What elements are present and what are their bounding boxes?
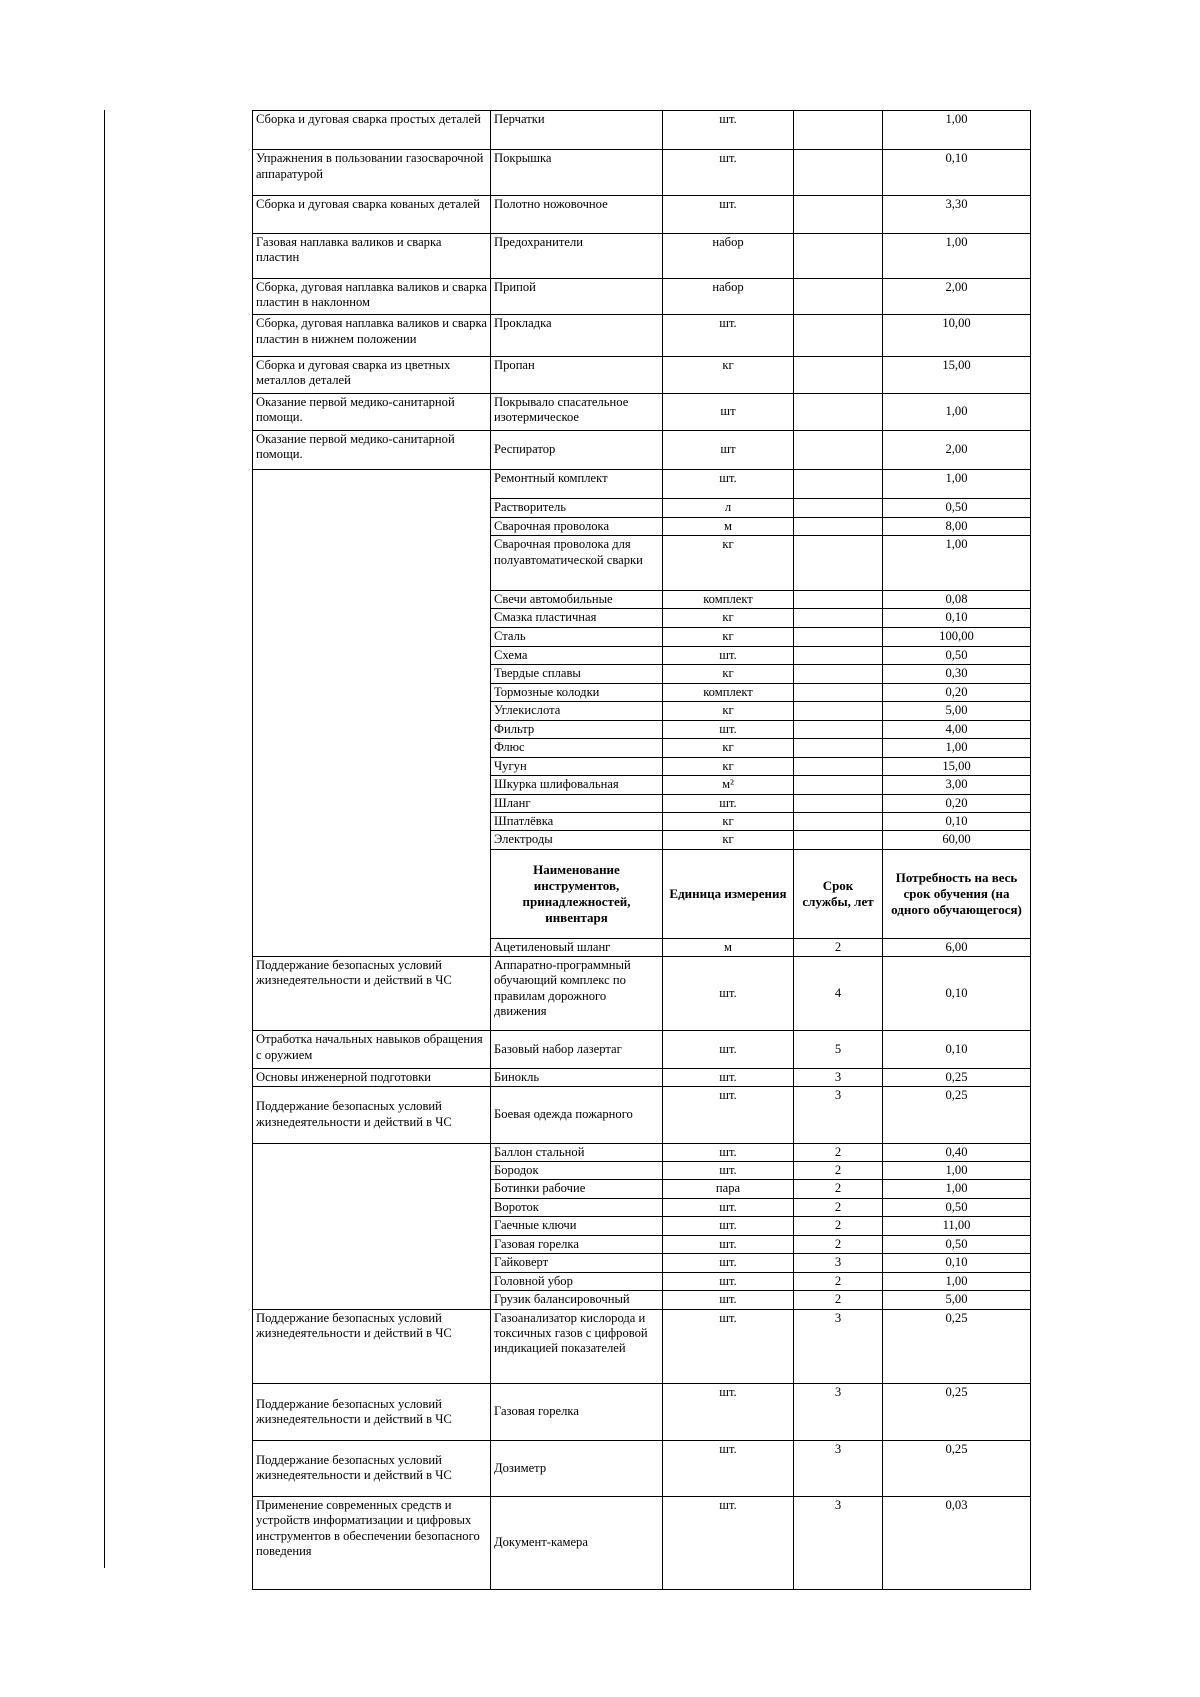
life-cell: 3 bbox=[794, 1309, 883, 1383]
activity-cell: Упражнения в пользовании газосварочной аппаратурой bbox=[253, 150, 491, 195]
life-cell bbox=[794, 499, 883, 517]
item-cell: Флюс bbox=[491, 739, 663, 757]
unit-cell: кг bbox=[663, 831, 794, 849]
unit-cell: шт. bbox=[663, 1068, 794, 1086]
table-row bbox=[253, 1496, 1031, 1589]
item-cell: Бинокль bbox=[491, 1068, 663, 1086]
unit-cell: шт. bbox=[663, 1496, 794, 1589]
unit-cell: кг bbox=[663, 757, 794, 775]
item-cell: Газовая горелка bbox=[491, 1235, 663, 1253]
equipment-table bbox=[252, 110, 1031, 1590]
item-cell: Свечи автомобильные bbox=[491, 590, 663, 608]
unit-cell: л bbox=[663, 499, 794, 517]
table-row bbox=[253, 431, 1031, 470]
activity-cell: Сборка, дуговая наплавка валиков и сварка пластин в нижнем положении bbox=[253, 315, 491, 356]
item-cell: Пропан bbox=[491, 356, 663, 393]
header-unit: Единица измерения bbox=[663, 849, 794, 938]
qty-cell: 0,30 bbox=[883, 665, 1031, 683]
unit-cell: кг bbox=[663, 702, 794, 720]
item-cell: Баллон стальной bbox=[491, 1143, 663, 1161]
item-cell: Сталь bbox=[491, 627, 663, 646]
unit-cell: комплект bbox=[663, 683, 794, 701]
life-cell: 3 bbox=[794, 1254, 883, 1272]
qty-cell: 3,30 bbox=[883, 195, 1031, 233]
unit-cell: кг bbox=[663, 813, 794, 831]
life-cell bbox=[794, 813, 883, 831]
life-cell: 4 bbox=[794, 956, 883, 1030]
item-cell: Боевая одежда пожарного bbox=[491, 1087, 663, 1143]
life-cell bbox=[794, 776, 883, 794]
unit-cell: кг bbox=[663, 627, 794, 646]
unit-cell: кг bbox=[663, 356, 794, 393]
table-row bbox=[253, 233, 1031, 278]
table-row bbox=[253, 1440, 1031, 1496]
life-cell: 2 bbox=[794, 938, 883, 956]
item-cell: Чугун bbox=[491, 757, 663, 775]
activity-cell: Поддержание безопасных условий жизнедеятельности и действий в ЧС bbox=[253, 1440, 491, 1496]
life-cell: 3 bbox=[794, 1384, 883, 1440]
life-cell: 2 bbox=[794, 1162, 883, 1180]
item-cell: Фильтр bbox=[491, 720, 663, 738]
life-cell bbox=[794, 609, 883, 627]
qty-cell: 8,00 bbox=[883, 517, 1031, 535]
life-cell bbox=[794, 757, 883, 775]
unit-cell: шт. bbox=[663, 646, 794, 664]
header-qty: Потребность на весь срок обучения (на одного обучающегося) bbox=[883, 849, 1031, 938]
life-cell bbox=[794, 536, 883, 590]
unit-cell: шт. bbox=[663, 1384, 794, 1440]
header-life: Срок службы, лет bbox=[794, 849, 883, 938]
activity-cell: Оказание первой медико-санитарной помощи. bbox=[253, 393, 491, 430]
activity-cell: Отработка начальных навыков обращения с оружием bbox=[253, 1031, 491, 1068]
life-cell bbox=[794, 590, 883, 608]
activity-cell: Оказание первой медико-санитарной помощи. bbox=[253, 431, 491, 470]
table-row bbox=[253, 1068, 1031, 1086]
unit-cell: шт. bbox=[663, 1143, 794, 1161]
life-cell bbox=[794, 646, 883, 664]
unit-cell: м² bbox=[663, 776, 794, 794]
unit-cell: шт bbox=[663, 431, 794, 470]
life-cell: 3 bbox=[794, 1496, 883, 1589]
qty-cell: 0,10 bbox=[883, 813, 1031, 831]
life-cell bbox=[794, 683, 883, 701]
table-row bbox=[253, 470, 1031, 499]
life-cell bbox=[794, 627, 883, 646]
unit-cell: шт. bbox=[663, 1254, 794, 1272]
unit-cell: шт. bbox=[663, 720, 794, 738]
qty-cell: 0,50 bbox=[883, 646, 1031, 664]
unit-cell: пара bbox=[663, 1180, 794, 1198]
life-cell bbox=[794, 356, 883, 393]
item-cell: Шкурка шлифовальная bbox=[491, 776, 663, 794]
life-cell bbox=[794, 233, 883, 278]
header-item: Наименование инструментов, принадлежностей, инвентаря bbox=[491, 849, 663, 938]
qty-cell: 60,00 bbox=[883, 831, 1031, 849]
qty-cell: 6,00 bbox=[883, 938, 1031, 956]
unit-cell: шт. bbox=[663, 470, 794, 499]
life-cell bbox=[794, 517, 883, 535]
unit-cell: шт. bbox=[663, 1440, 794, 1496]
item-cell: Ремонтный комплект bbox=[491, 470, 663, 499]
qty-cell: 1,00 bbox=[883, 233, 1031, 278]
unit-cell: шт. bbox=[663, 1309, 794, 1383]
item-cell: Дозиметр bbox=[491, 1440, 663, 1496]
qty-cell: 0,25 bbox=[883, 1068, 1031, 1086]
item-cell: Сварочная проволока bbox=[491, 517, 663, 535]
item-cell: Прокладка bbox=[491, 315, 663, 356]
life-cell: 2 bbox=[794, 1143, 883, 1161]
item-cell: Углекислота bbox=[491, 702, 663, 720]
life-cell bbox=[794, 150, 883, 195]
item-cell: Сварочная проволока для полуавтоматической сварки bbox=[491, 536, 663, 590]
unit-cell: м bbox=[663, 938, 794, 956]
qty-cell: 0,08 bbox=[883, 590, 1031, 608]
qty-cell: 0,10 bbox=[883, 1031, 1031, 1068]
life-cell bbox=[794, 739, 883, 757]
table-row bbox=[253, 1143, 1031, 1161]
life-cell: 2 bbox=[794, 1198, 883, 1216]
activity-cell: Основы инженерной подготовки bbox=[253, 1068, 491, 1086]
unit-cell: комплект bbox=[663, 590, 794, 608]
qty-cell: 10,00 bbox=[883, 315, 1031, 356]
item-cell: Аппаратно-программный обучающий комплекс по правилам дорожного движения bbox=[491, 956, 663, 1030]
unit-cell: кг bbox=[663, 665, 794, 683]
item-cell: Тормозные колодки bbox=[491, 683, 663, 701]
qty-cell: 1,00 bbox=[883, 1272, 1031, 1290]
life-cell: 2 bbox=[794, 1180, 883, 1198]
item-cell: Предохранители bbox=[491, 233, 663, 278]
life-cell: 5 bbox=[794, 1031, 883, 1068]
item-cell: Грузик балансировочный bbox=[491, 1291, 663, 1309]
activity-cell: Сборка и дуговая сварка простых деталей bbox=[253, 111, 491, 150]
unit-cell: шт. bbox=[663, 195, 794, 233]
item-cell: Гаечные ключи bbox=[491, 1217, 663, 1235]
page-margin-line bbox=[104, 110, 105, 1568]
qty-cell: 0,20 bbox=[883, 794, 1031, 812]
activity-cell: Поддержание безопасных условий жизнедеятельности и действий в ЧС bbox=[253, 1384, 491, 1440]
qty-cell: 0,50 bbox=[883, 499, 1031, 517]
qty-cell: 0,40 bbox=[883, 1143, 1031, 1161]
qty-cell: 5,00 bbox=[883, 1291, 1031, 1309]
item-cell: Перчатки bbox=[491, 111, 663, 150]
unit-cell: шт. bbox=[663, 1291, 794, 1309]
table-row bbox=[253, 1384, 1031, 1440]
item-cell: Документ-камера bbox=[491, 1496, 663, 1589]
activity-cell: Поддержание безопасных условий жизнедеятельности и действий в ЧС bbox=[253, 1087, 491, 1143]
life-cell bbox=[794, 111, 883, 150]
item-cell: Вороток bbox=[491, 1198, 663, 1216]
table-row bbox=[253, 315, 1031, 356]
qty-cell: 1,00 bbox=[883, 111, 1031, 150]
unit-cell: набор bbox=[663, 233, 794, 278]
unit-cell: шт. bbox=[663, 1198, 794, 1216]
qty-cell: 0,03 bbox=[883, 1496, 1031, 1589]
qty-cell: 0,10 bbox=[883, 956, 1031, 1030]
unit-cell: шт bbox=[663, 393, 794, 430]
item-cell: Бородок bbox=[491, 1162, 663, 1180]
life-cell bbox=[794, 702, 883, 720]
unit-cell: набор bbox=[663, 279, 794, 315]
item-cell: Шланг bbox=[491, 794, 663, 812]
table-row bbox=[253, 356, 1031, 393]
life-cell bbox=[794, 794, 883, 812]
life-cell bbox=[794, 720, 883, 738]
activity-cell: Поддержание безопасных условий жизнедеятельности и действий в ЧС bbox=[253, 956, 491, 1030]
item-cell: Газоанализатор кислорода и токсичных газов с цифровой индикацией показателей bbox=[491, 1309, 663, 1383]
table-row bbox=[253, 195, 1031, 233]
table-row bbox=[253, 393, 1031, 430]
unit-cell: шт. bbox=[663, 1235, 794, 1253]
qty-cell: 2,00 bbox=[883, 279, 1031, 315]
qty-cell: 15,00 bbox=[883, 757, 1031, 775]
life-cell bbox=[794, 279, 883, 315]
qty-cell: 1,00 bbox=[883, 470, 1031, 499]
item-cell: Ацетиленовый шланг bbox=[491, 938, 663, 956]
unit-cell: шт. bbox=[663, 1031, 794, 1068]
item-cell: Электроды bbox=[491, 831, 663, 849]
item-cell: Шпатлёвка bbox=[491, 813, 663, 831]
table-row bbox=[253, 1031, 1031, 1068]
item-cell: Смазка пластичная bbox=[491, 609, 663, 627]
unit-cell: кг bbox=[663, 739, 794, 757]
unit-cell: м bbox=[663, 517, 794, 535]
table-row bbox=[253, 1087, 1031, 1143]
activity-cell: Применение современных средств и устройств информатизации и цифровых инструментов в обеспечении безопасного поведения bbox=[253, 1496, 491, 1589]
table-row bbox=[253, 111, 1031, 150]
table-row bbox=[253, 150, 1031, 195]
life-cell bbox=[794, 195, 883, 233]
qty-cell: 1,00 bbox=[883, 536, 1031, 590]
qty-cell: 0,25 bbox=[883, 1384, 1031, 1440]
life-cell bbox=[794, 431, 883, 470]
activity-cell: Сборка и дуговая сварка кованых деталей bbox=[253, 195, 491, 233]
unit-cell: шт. bbox=[663, 111, 794, 150]
life-cell bbox=[794, 831, 883, 849]
item-cell: Базовый набор лазертаг bbox=[491, 1031, 663, 1068]
qty-cell: 100,00 bbox=[883, 627, 1031, 646]
life-cell bbox=[794, 393, 883, 430]
qty-cell: 15,00 bbox=[883, 356, 1031, 393]
life-cell: 2 bbox=[794, 1291, 883, 1309]
qty-cell: 0,20 bbox=[883, 683, 1031, 701]
item-cell: Ботинки рабочие bbox=[491, 1180, 663, 1198]
life-cell bbox=[794, 665, 883, 683]
life-cell bbox=[794, 470, 883, 499]
item-cell: Твердые сплавы bbox=[491, 665, 663, 683]
life-cell: 3 bbox=[794, 1068, 883, 1086]
unit-cell: шт. bbox=[663, 1217, 794, 1235]
activity-cell-empty bbox=[253, 1143, 491, 1309]
qty-cell: 0,25 bbox=[883, 1087, 1031, 1143]
item-cell: Респиратор bbox=[491, 431, 663, 470]
activity-cell: Газовая наплавка валиков и сварка пластин bbox=[253, 233, 491, 278]
item-cell: Головной убор bbox=[491, 1272, 663, 1290]
unit-cell: шт. bbox=[663, 956, 794, 1030]
qty-cell: 1,00 bbox=[883, 739, 1031, 757]
unit-cell: шт. bbox=[663, 315, 794, 356]
qty-cell: 2,00 bbox=[883, 431, 1031, 470]
item-cell: Покрышка bbox=[491, 150, 663, 195]
unit-cell: шт. bbox=[663, 150, 794, 195]
item-cell: Покрывало спасательное изотермическое bbox=[491, 393, 663, 430]
item-cell: Гайковерт bbox=[491, 1254, 663, 1272]
life-cell: 2 bbox=[794, 1272, 883, 1290]
qty-cell: 0,50 bbox=[883, 1235, 1031, 1253]
unit-cell: шт. bbox=[663, 1087, 794, 1143]
life-cell: 2 bbox=[794, 1235, 883, 1253]
life-cell: 3 bbox=[794, 1440, 883, 1496]
unit-cell: шт. bbox=[663, 1272, 794, 1290]
qty-cell: 1,00 bbox=[883, 1180, 1031, 1198]
qty-cell: 0,10 bbox=[883, 1254, 1031, 1272]
unit-cell: шт. bbox=[663, 794, 794, 812]
table-row bbox=[253, 1309, 1031, 1383]
qty-cell: 0,25 bbox=[883, 1309, 1031, 1383]
activity-cell: Поддержание безопасных условий жизнедеятельности и действий в ЧС bbox=[253, 1309, 491, 1383]
qty-cell: 0,50 bbox=[883, 1198, 1031, 1216]
item-cell: Полотно ножовочное bbox=[491, 195, 663, 233]
table-row bbox=[253, 279, 1031, 315]
qty-cell: 3,00 bbox=[883, 776, 1031, 794]
qty-cell: 1,00 bbox=[883, 393, 1031, 430]
activity-cell-empty bbox=[253, 470, 491, 957]
item-cell: Схема bbox=[491, 646, 663, 664]
table-row bbox=[253, 956, 1031, 1030]
life-cell: 2 bbox=[794, 1217, 883, 1235]
qty-cell: 0,25 bbox=[883, 1440, 1031, 1496]
qty-cell: 5,00 bbox=[883, 702, 1031, 720]
qty-cell: 4,00 bbox=[883, 720, 1031, 738]
qty-cell: 11,00 bbox=[883, 1217, 1031, 1235]
life-cell bbox=[794, 315, 883, 356]
item-cell: Припой bbox=[491, 279, 663, 315]
qty-cell: 1,00 bbox=[883, 1162, 1031, 1180]
qty-cell: 0,10 bbox=[883, 609, 1031, 627]
item-cell: Газовая горелка bbox=[491, 1384, 663, 1440]
life-cell: 3 bbox=[794, 1087, 883, 1143]
item-cell: Растворитель bbox=[491, 499, 663, 517]
unit-cell: шт. bbox=[663, 1162, 794, 1180]
activity-cell: Сборка и дуговая сварка из цветных металлов деталей bbox=[253, 356, 491, 393]
activity-cell: Сборка, дуговая наплавка валиков и сварка пластин в наклонном bbox=[253, 279, 491, 315]
qty-cell: 0,10 bbox=[883, 150, 1031, 195]
unit-cell: кг bbox=[663, 536, 794, 590]
unit-cell: кг bbox=[663, 609, 794, 627]
